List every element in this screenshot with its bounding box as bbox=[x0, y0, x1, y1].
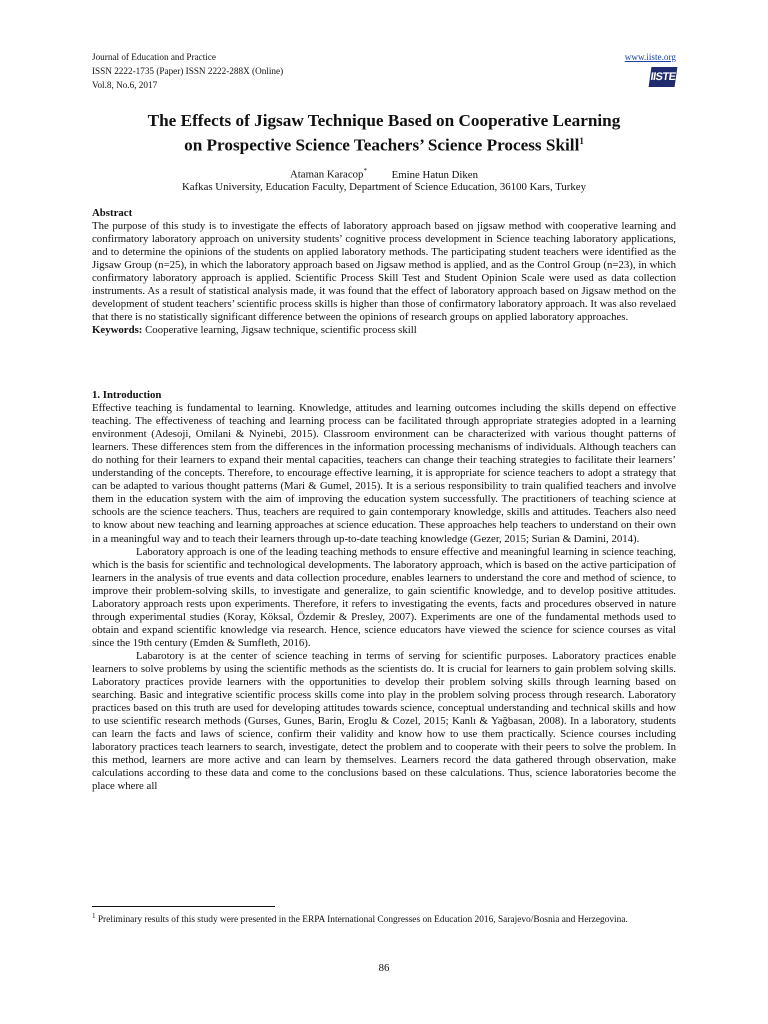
abstract-heading: Abstract bbox=[92, 207, 133, 219]
footnote-marker: 1 bbox=[92, 912, 96, 920]
author-list bbox=[92, 164, 676, 182]
title-footnote-marker: 1 bbox=[579, 136, 584, 146]
introduction-heading: 1. Introduction bbox=[92, 389, 162, 401]
corresponding-marker: * bbox=[363, 167, 367, 175]
author-1: Ataman Karacop bbox=[289, 168, 364, 181]
footnote-divider bbox=[92, 906, 275, 907]
title-line-2: on Prospective Science Teachers’ Science Process Skill$^1$ bbox=[184, 135, 584, 155]
journal-name: Journal of Education and Practice bbox=[92, 52, 216, 62]
iiste-logo: IISTE bbox=[649, 67, 678, 87]
keywords-label: Keywords: bbox=[92, 324, 143, 337]
paper-title bbox=[80, 110, 688, 156]
title-line-1: The Effects of Jigsaw Technique Based on Cooperative Learning bbox=[147, 111, 621, 130]
intro-paragraph-3: Labarotory is at the center of science teaching in terms of serving for scientific purposes. Laboratory practices enable learners to solve problems by using the scientific methods as the scientists do. It is crucial for learners to gain problem solving skills. Laboratory practices provide learners with the opportunities to develop their problem solving skills through learning based on searching. Basic and integrative scientific process skills come into play in the problem solving process through research. Laboratory practices based on this truth are used for developing attitudes towards science, conceptual understanding and technical skills and how to use scientific research methods (Gurses, Gunes, Barin, Eroglu & Cozel, 2015; Kanlı & Yağbasan, 2008). In a laboratory, students can learn the facts and laws of science, confirm their validity and know how to use them practically. Science courses including laboratory practices teach learners to search, investigate, detect the problem and to cooperate with their peers to solve the problem. In this method, learners are more active and can learn by themselves. Learners record the data gathered through observation, make calculations according to these data and come to the conclusions based on these calculations. Thus, science laboratories become the place where all bbox=[92, 649, 676, 793]
journal-header-right bbox=[625, 50, 676, 87]
author-2: Emine Hatun Diken bbox=[391, 168, 478, 181]
footnote-text: Preliminary results of this study were presented in the ERPA International Congresses on Education 2016, Sarajevo/Bosnia and Herzegovina. bbox=[95, 915, 628, 926]
intro-paragraph-2: Laboratory approach is one of the leading teaching methods to ensure effective and meaningful learning in science teaching, which is the basis for scientific and technological developments. The laboratory approach, which is based on the active participation of learners in the analysis of true events and data collection procedure, enables learners to understand the core and method of science, to improve their problem-solving skills, to investigate and generalize, to gain scientific knowledge, and to develop positive attitudes. Laboratory approach rests upon experiments. Therefore, it refers to investigating the events, facts and procedures observed in nature through experimental studies (Koray, Köksal, Özdemir & Presley, 2007). Experiments are one of the fundamental methods used to obtain and expand scientific knowledge via research. Hence, science educators have viewed the science for science courses as vital since the 19th century (Emden & Sumfleth, 2016). bbox=[92, 545, 676, 649]
journal-url-link[interactable]: www.iiste.org bbox=[624, 52, 676, 62]
keywords-text: Cooperative learning, Jigsaw technique, scientific process skill bbox=[142, 324, 417, 337]
intro-paragraph-1: Effective teaching is fundamental to learning. Knowledge, attitudes and learning outcomes including the skills depend on effective teaching. The effectiveness of teaching and learning process can be facilitated through appropriate strategies adopted in a learning environment (Adesoji, Omilani & Nyinebi, 2015). Classroom environment can be characterized with various thought patterns of learners. These differences stem from the differences in the information processing mechanisms of individuals. Although teachers can do nothing for their learners to expand their mental capacities, teachers can change their teaching strategies to facilitate their learners’ understanding of the concepts. Therefore, to encourage effective learning, it is appropriate for science teachers to adopt a strategy that can be adapted to various thought patterns (Mari & Gumel, 2015). It is a serious responsibility to train qualified teachers and involve them in the education system with the aim of improving the education system successfully. The practitioners of teaching science at schools are the science teachers. Thus, teachers are required to gain contemporary knowledge, skills and attitudes. Teachers also need to know about new teaching and learning approaches at science education. These approaches help teachers to understand on their own in a meaningful way and to teach their learners through up-to-date teaching knowledge (Gezer, 2015; Surian & Damini, 2014). bbox=[92, 402, 676, 545]
volume-line: Vol.8, No.6, 2017 bbox=[92, 80, 158, 90]
introduction-section bbox=[92, 389, 676, 793]
affiliation: Kafkas University, Education Faculty, Department of Science Education, 36100 Kars, Turkey bbox=[182, 181, 586, 193]
keywords-line bbox=[92, 324, 676, 337]
journal-header bbox=[92, 50, 283, 92]
page-number: 86 bbox=[378, 962, 390, 974]
issn-line: ISSN 2222-1735 (Paper) ISSN 2222-288X (Online) bbox=[92, 66, 284, 76]
footnote bbox=[92, 910, 676, 927]
abstract-text: The purpose of this study is to investigate the effects of laboratory approach based on jigsaw method with cooperative learning and confirmatory laboratory approach on university students’ cognitive process development in Science teaching laboratory applications, and to determine the opinions of the students on applied laboratory methods. The participating student teachers were identified as the Jigsaw Group (n=25), in which the laboratory approach based on Jigsaw method is applied, and as the Control Group (n=23), in which confirmatory laboratory approach is applied. Scientific Process Skill Test and Student Opinion Scale were used as data collection instruments. As a result of statistical analysis made, it was found that the effect of laboratory approach based on Jigsaw method on the development of student teachers’ scientific process skills is higher than those of confirmatory laboratory approach. It was also revelaed that there is no statistically significant difference between the opinions of research groups on applied laboratory approaches. bbox=[92, 220, 676, 324]
abstract-section bbox=[92, 207, 676, 337]
